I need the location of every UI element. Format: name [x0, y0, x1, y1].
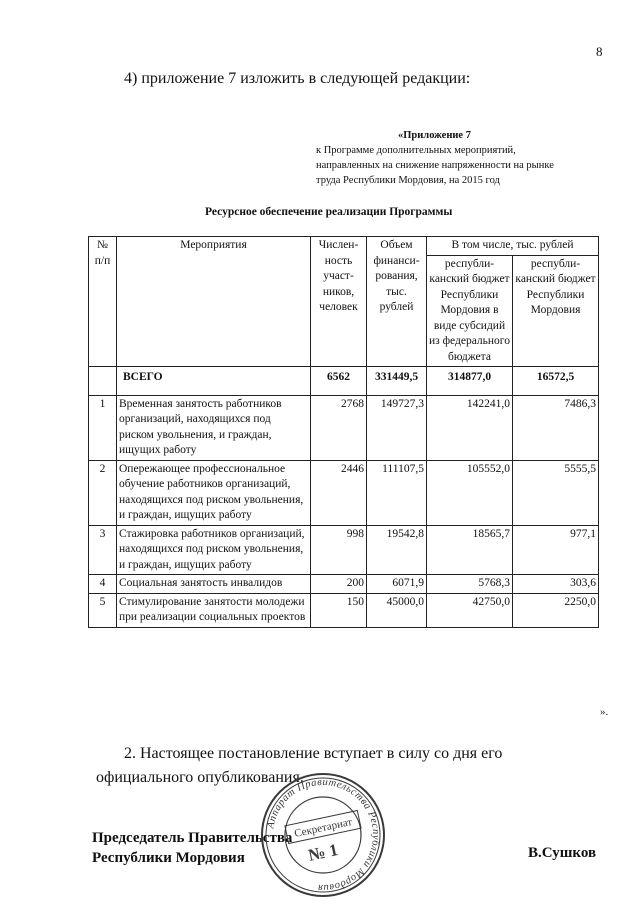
- row-budget: 2250,0: [513, 593, 599, 627]
- row-count: 2768: [311, 395, 367, 460]
- row-volume: 149727,3: [367, 395, 427, 460]
- row-no: 1: [89, 395, 117, 460]
- total-budget: 16572,5: [513, 367, 599, 396]
- header-row: [89, 237, 599, 256]
- row-no: 3: [89, 525, 117, 575]
- total-subsidy: 314877,0: [427, 367, 513, 396]
- appendix-line: к Программе дополнительных мероприятий,: [316, 145, 516, 156]
- table-row: [89, 525, 599, 575]
- total-row: [89, 367, 599, 396]
- row-count: 200: [311, 575, 367, 594]
- row-volume: 111107,5: [367, 460, 427, 525]
- header-volume: Объем финанси-рования, тыс. рублей: [367, 237, 427, 367]
- row-subsidy: 18565,7: [427, 525, 513, 575]
- row-count: 150: [311, 593, 367, 627]
- signatory-title-line: Республики Мордовия: [92, 850, 245, 866]
- resource-table: [88, 236, 599, 628]
- row-measure: Опережающее профессиональное обучение работников организаций, находящихся под риском увольнения, и граждан, ищущих работу: [117, 460, 311, 525]
- appendix-line: направленных на снижение напряженности на рынке: [316, 160, 554, 171]
- table-row: [89, 395, 599, 460]
- total-count: 6562: [311, 367, 367, 396]
- stamp-ring-text: Аппарат Правительства Республики Мордовия: [265, 776, 382, 894]
- row-volume: 6071,9: [367, 575, 427, 594]
- intro-text: 4) приложение 7 изложить в следующей редакции:: [124, 70, 471, 87]
- decree-paragraph: 2. Настоящее постановление вступает в силу со дня его официального опубликования.: [96, 745, 503, 786]
- row-budget: 303,6: [513, 575, 599, 594]
- row-count: 2446: [311, 460, 367, 525]
- table-row: [89, 575, 599, 594]
- row-no: 4: [89, 575, 117, 594]
- header-no: № п/п: [89, 237, 117, 367]
- row-no: 2: [89, 460, 117, 525]
- total-label: ВСЕГО: [117, 367, 311, 396]
- appendix-line: труда Республики Мордовия, на 2015 год: [316, 175, 500, 186]
- row-subsidy: 5768,3: [427, 575, 513, 594]
- appendix-title: «Приложение 7: [398, 130, 471, 141]
- row-measure: Стимулирование занятости молодежи при реализации социальных проектов: [117, 593, 311, 627]
- header-republic-budget: республи-канский бюджет Республики Мордовия: [513, 255, 599, 367]
- header-republic-budget-subsidy: республи-канский бюджет Республики Мордовия в виде субсидий из федерального бюджета: [427, 255, 513, 367]
- closing-quote: ».: [600, 706, 609, 718]
- row-measure: Стажировка работников организаций, находящихся под риском увольнения, и граждан, ищущих работу: [117, 525, 311, 575]
- row-volume: 19542,8: [367, 525, 427, 575]
- row-budget: 5555,5: [513, 460, 599, 525]
- stamp-center-label: Секретариат: [293, 816, 354, 840]
- signatory-name: В.Сушков: [528, 845, 597, 861]
- row-volume: 45000,0: [367, 593, 427, 627]
- total-no-cell: [89, 367, 117, 396]
- row-subsidy: 105552,0: [427, 460, 513, 525]
- header-measures: Мероприятия: [117, 237, 311, 367]
- appendix-header: [316, 128, 554, 188]
- official-stamp: [258, 770, 388, 900]
- row-measure: Временная занятость работников организаций, находящихся под риском увольнения, и граждан, ищущих работу: [117, 395, 311, 460]
- row-budget: 7486,3: [513, 395, 599, 460]
- header-including: В том числе, тыс. рублей: [427, 237, 599, 256]
- row-no: 5: [89, 593, 117, 627]
- row-subsidy: 42750,0: [427, 593, 513, 627]
- row-count: 998: [311, 525, 367, 575]
- table-row: [89, 460, 599, 525]
- header-count: Числен-ность участ-ников, человек: [311, 237, 367, 367]
- table-row: [89, 593, 599, 627]
- stamp-number: № 1: [306, 840, 340, 865]
- row-subsidy: 142241,0: [427, 395, 513, 460]
- table-title: Ресурсное обеспечение реализации Программы: [205, 206, 453, 218]
- signatory-title-line: Председатель Правительства: [92, 830, 293, 846]
- total-volume: 331449,5: [367, 367, 427, 396]
- page-number: 8: [596, 44, 603, 59]
- row-budget: 977,1: [513, 525, 599, 575]
- row-measure: Социальная занятость инвалидов: [117, 575, 311, 594]
